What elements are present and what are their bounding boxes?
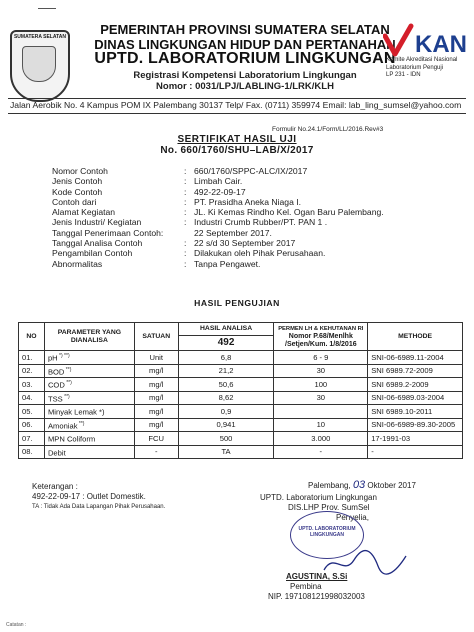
col-header-unit: SATUAN [134,323,178,351]
address-line: Jalan Aerobik No. 4 Kampus POM IX Palembang 30137 Telp/ Fax. (0711) 359974 Email: lab_ling_sumsel@yahoo.com [10,100,462,110]
cell-param: pH *) **) [44,351,134,365]
results-table [18,322,463,459]
bottom-note: Catatan : [6,622,27,628]
results-heading: HASIL PENGUJIAN [194,298,280,308]
kan-caption-2: Laboratorium Penguji [386,64,444,71]
cell-unit: mg/l [134,364,178,378]
sign-date [260,480,416,491]
cell-unit: mg/l [134,418,178,432]
cell-limit: 100 [274,378,368,392]
sign-date-prefix: Palembang, [308,481,351,490]
remarks-note-2: TA : Tidak Ada Data Lapangan Pihak Perusahaan. [32,504,166,510]
header-line-5: Nomor : 0031/LPJ/LABLING-1/LRK/KLH [156,81,334,92]
certificate-number: No. 660/1760/SHU–LAB/X/2017 [160,145,314,156]
cell-no: 08. [19,445,45,459]
cell-param: Minyak Lemak *) [44,405,134,419]
header-line-1: PEMERINTAH PROVINSI SUMATERA SELATAN [100,22,390,37]
cell-param: Amoniak **) [44,418,134,432]
address-rule [8,113,466,114]
info-value: 22 September 2017. [194,227,272,238]
stamp-label: UPTD. LABORATORIUM LINGKUNGAN [298,526,356,538]
seal-emblem [22,46,56,82]
cell-method: SNI 6989.72-2009 [368,364,463,378]
header-line-3: UPTD. LABORATORIUM LINGKUNGAN [94,50,396,67]
info-row [52,238,384,248]
info-label: Jenis Contoh [52,176,103,187]
info-value: JL. Ki Kemas Rindho Kel. Ogan Baru Palembang. [194,207,384,218]
cell-method: - [368,445,463,459]
cell-unit: mg/l [134,405,178,419]
cell-method: 17-1991-03 [368,432,463,446]
cell-limit [274,405,368,419]
cell-unit: mg/l [134,378,178,392]
info-label: Tanggal Penerimaan Contoh: [52,227,164,238]
info-label: Abnormalitas [52,258,103,269]
kan-caption [386,57,474,80]
info-colon: : [184,186,187,197]
info-colon: : [184,207,187,218]
cell-param: TSS **) [44,391,134,405]
table-row [19,351,463,365]
header-rule [8,98,466,99]
cell-unit: mg/l [134,391,178,405]
cell-param: Debit [44,445,134,459]
cell-limit: 30 [274,364,368,378]
cell-no: 02. [19,364,45,378]
kan-caption-1: Komite Akreditasi Nasional [386,57,458,63]
info-colon: : [184,196,187,207]
table-row [19,391,463,405]
table-row [19,445,463,459]
sign-date-suffix: Oktober 2017 [367,481,416,490]
cell-no: 05. [19,405,45,419]
cell-limit: 30 [274,391,368,405]
province-seal-logo [10,30,70,102]
remarks [32,482,165,512]
table-row [19,432,463,446]
info-label: Alamat Kegiatan [52,207,116,218]
cell-result: 500 [178,432,274,446]
cell-result: TA [178,445,274,459]
kan-caption-3: LP 231 - IDN [386,72,421,78]
info-colon: : [184,258,187,269]
info-label: Tanggal Analisa Contoh [52,238,143,249]
cell-result: 6,8 [178,351,274,365]
cell-limit: 10 [274,418,368,432]
cell-param: COD **) [44,378,134,392]
cell-no: 04. [19,391,45,405]
info-colon: : [184,248,187,259]
info-row [52,217,384,227]
cell-method: SNI-06-6989.11-2004 [368,351,463,365]
cell-result: 0,9 [178,405,274,419]
info-row [52,228,384,238]
remarks-note-1: 492-22-09-17 : Outlet Domestik. [32,492,146,501]
info-colon: : [184,217,187,228]
cell-limit: - [274,445,368,459]
table-row [19,378,463,392]
cell-method: SNI-06-6989-89.30-2005 [368,418,463,432]
signer-name: AGUSTINA, S.Si [286,572,348,581]
info-row [52,197,384,207]
info-label: Nomor Contoh [52,166,108,176]
cell-param: MPN Coliform [44,432,134,446]
info-colon: : [184,166,187,176]
form-reference: Formulir No.24.1/Form/LL/2016.Rev#3 [272,126,384,133]
permen-line-2: Nomor P.68/Menlhk [288,332,353,340]
info-label: Pengambilan Contoh [52,248,133,259]
col-header-sample-code: 492 [178,336,274,351]
permen-line-1: PERMEN LH & KEHUTANAN RI [278,325,364,332]
remarks-label: Keterangan : [32,482,78,491]
info-row [52,166,384,176]
info-row [52,207,384,217]
info-value: 22 s/d 30 September 2017 [194,238,296,249]
col-header-param: PARAMETER YANG DIANALISA [44,323,134,351]
cell-no: 03. [19,378,45,392]
cell-no: 01. [19,351,45,365]
header-line-4: Registrasi Kompetensi Laboratorium Lingkungan [133,70,357,81]
info-value: 660/1760/SPPC-ALC/IX/2017 [194,166,308,176]
info-colon: : [184,176,187,187]
col-header-method: METHODE [368,323,463,351]
cell-result: 50,6 [178,378,274,392]
seal-label: SUMATERA SELATAN [13,34,67,40]
cell-unit: Unit [134,351,178,365]
sample-info [52,166,384,269]
info-value: Industri Crumb Rubber/PT. PAN 1 . [194,217,328,228]
cell-param: BOD **) [44,364,134,378]
signer-title: Pembina [290,582,322,591]
certificate-title: SERTIFIKAT HASIL UJI [177,134,297,145]
table-row [19,418,463,432]
sign-org-2: DIS.LHP Prov. SumSel [288,503,370,512]
permen-line-3: /Setjen/Kum. 1/8/2016 [285,340,357,348]
header-line-2: DINAS LINGKUNGAN HIDUP DAN PERTANAHAN [94,37,396,52]
info-label: Kode Contoh [52,186,103,197]
cell-method: SNI 6989.10-2011 [368,405,463,419]
info-row [52,259,384,269]
info-value: Dilakukan oleh Pihak Perusahaan. [194,248,326,259]
col-header-hasil: HASIL ANALISA [178,323,274,336]
col-header-no: NO [19,323,45,351]
info-value: Tanpa Pengawet. [194,258,261,269]
col-header-permen [274,323,368,351]
info-value: PT. Prasidha Aneka Niaga I. [194,196,302,207]
sign-date-day: 03 [352,479,366,491]
table-row [19,364,463,378]
info-row [52,248,384,258]
cell-limit: 6 - 9 [274,351,368,365]
cell-result: 8,62 [178,391,274,405]
cell-result: 0,941 [178,418,274,432]
signer-block [260,572,365,602]
sign-role: Penyelia, [336,513,369,522]
cell-limit: 3.000 [274,432,368,446]
cell-method: SNI-06-6989.03-2004 [368,391,463,405]
sign-org-1: UPTD. Laboratorium Lingkungan [260,493,377,502]
info-label: Jenis Industri/ Kegiatan [52,217,142,228]
cell-result: 21,2 [178,364,274,378]
cell-unit: FCU [134,432,178,446]
info-row [52,187,384,197]
cell-no: 06. [19,418,45,432]
cell-method: SNI 6989.2-2009 [368,378,463,392]
top-mark [38,8,56,9]
cell-unit: - [134,445,178,459]
info-value: Limbah Cair. [194,176,243,187]
info-value: 492-22-09-17 [194,186,246,197]
kan-logo-text: KAN [415,31,467,58]
cell-no: 07. [19,432,45,446]
table-header-row [19,323,463,336]
kan-logo-icon [383,22,469,62]
info-row [52,176,384,186]
signer-nip: NIP. 197108121998032003 [268,592,365,601]
info-colon: : [184,238,187,249]
table-row [19,405,463,419]
info-label: Contoh dari [52,196,97,207]
